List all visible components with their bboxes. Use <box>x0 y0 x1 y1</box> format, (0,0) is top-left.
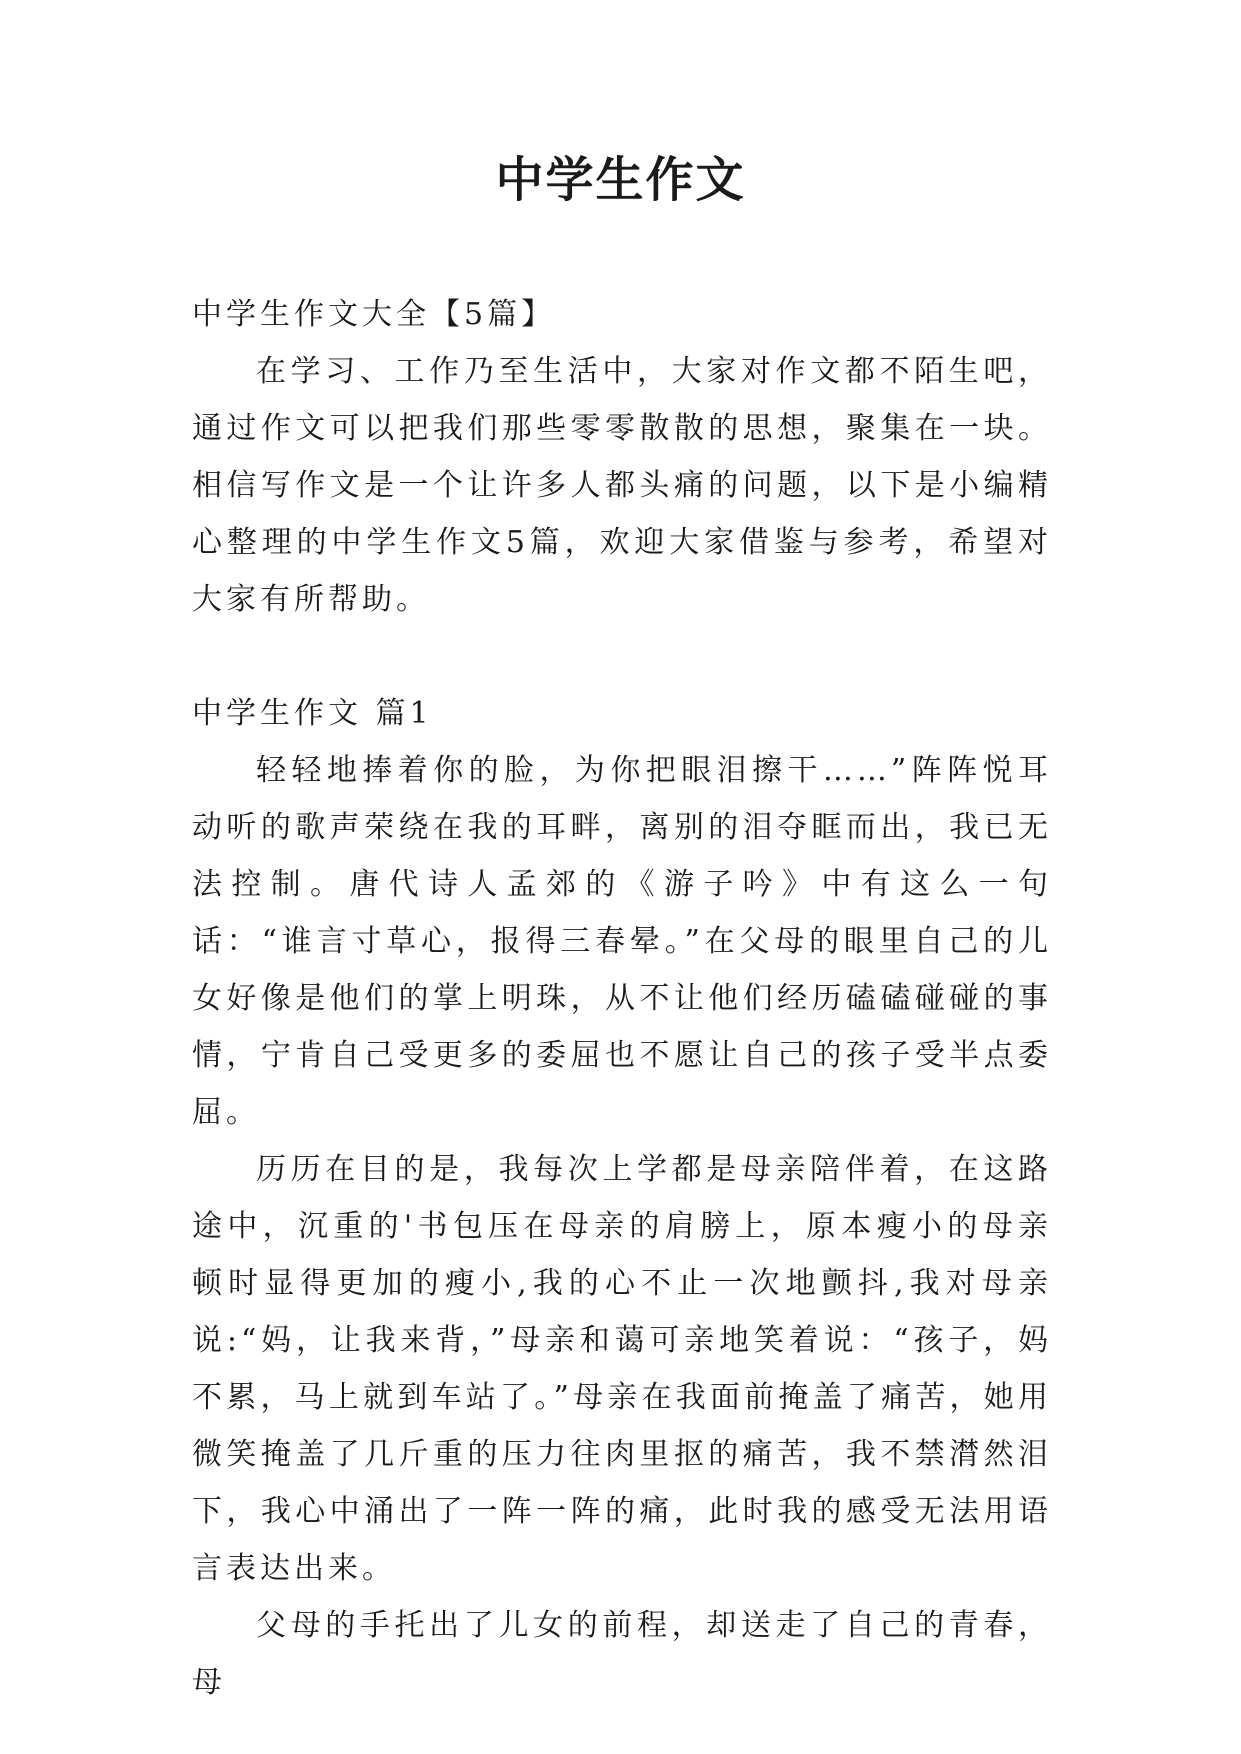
section-heading: 中学生作文 篇1 <box>192 696 433 731</box>
body-paragraph-2: 历历在目的是，我每次上学都是母亲陪伴着，在这路途中，沉重的'书包压在母亲的肩膀上，原本瘦小的母亲顿时显得更加的瘦小,我的心不止一次地颤抖,我对母亲说:“妈，让我来背，”母亲和蔼可亲地笑着说：“孩子，妈不累，马上就到车站了。”母亲在我面前掩盖了痛苦，她用微笑掩盖了几斤重的压力往肉里抠的痛苦，我不禁潸然泪下，我心中涌出了一阵一阵的痛，此时我的感受无法用语言表达出来。 <box>192 1152 1052 1586</box>
document-body <box>192 286 1052 1711</box>
intro-paragraph: 在学习、工作乃至生活中，大家对作文都不陌生吧，通过作文可以把我们那些零零散散的思想，聚集在一块。相信写作文是一个让许多人都头痛的问题，以下是小编精心整理的中学生作文5篇，欢迎大家借鉴与参考，希望对大家有所帮助。 <box>192 354 1052 617</box>
collection-heading: 中学生作文大全【5篇】 <box>192 297 556 332</box>
document-title: 中学生作文 <box>495 152 746 208</box>
body-paragraph-1: 轻轻地捧着你的脸，为你把眼泪擦干……”阵阵悦耳动听的歌声荣绕在我的耳畔，离别的泪夺眶而出，我已无法控制。唐代诗人孟郊的《游子吟》中有这么一句话：“谁言寸草心，报得三春晕。”在父母的眼里自己的儿女好像是他们的掌上明珠，从不让他们经历磕磕碰碰的事情，宁肯自己受更多的委屈也不愿让自己的孩子受半点委屈。 <box>192 753 1052 1130</box>
section-spacer <box>192 628 1052 685</box>
body-paragraph-3: 父母的手托出了儿女的前程，却送走了自己的青春，母 <box>192 1608 1052 1700</box>
